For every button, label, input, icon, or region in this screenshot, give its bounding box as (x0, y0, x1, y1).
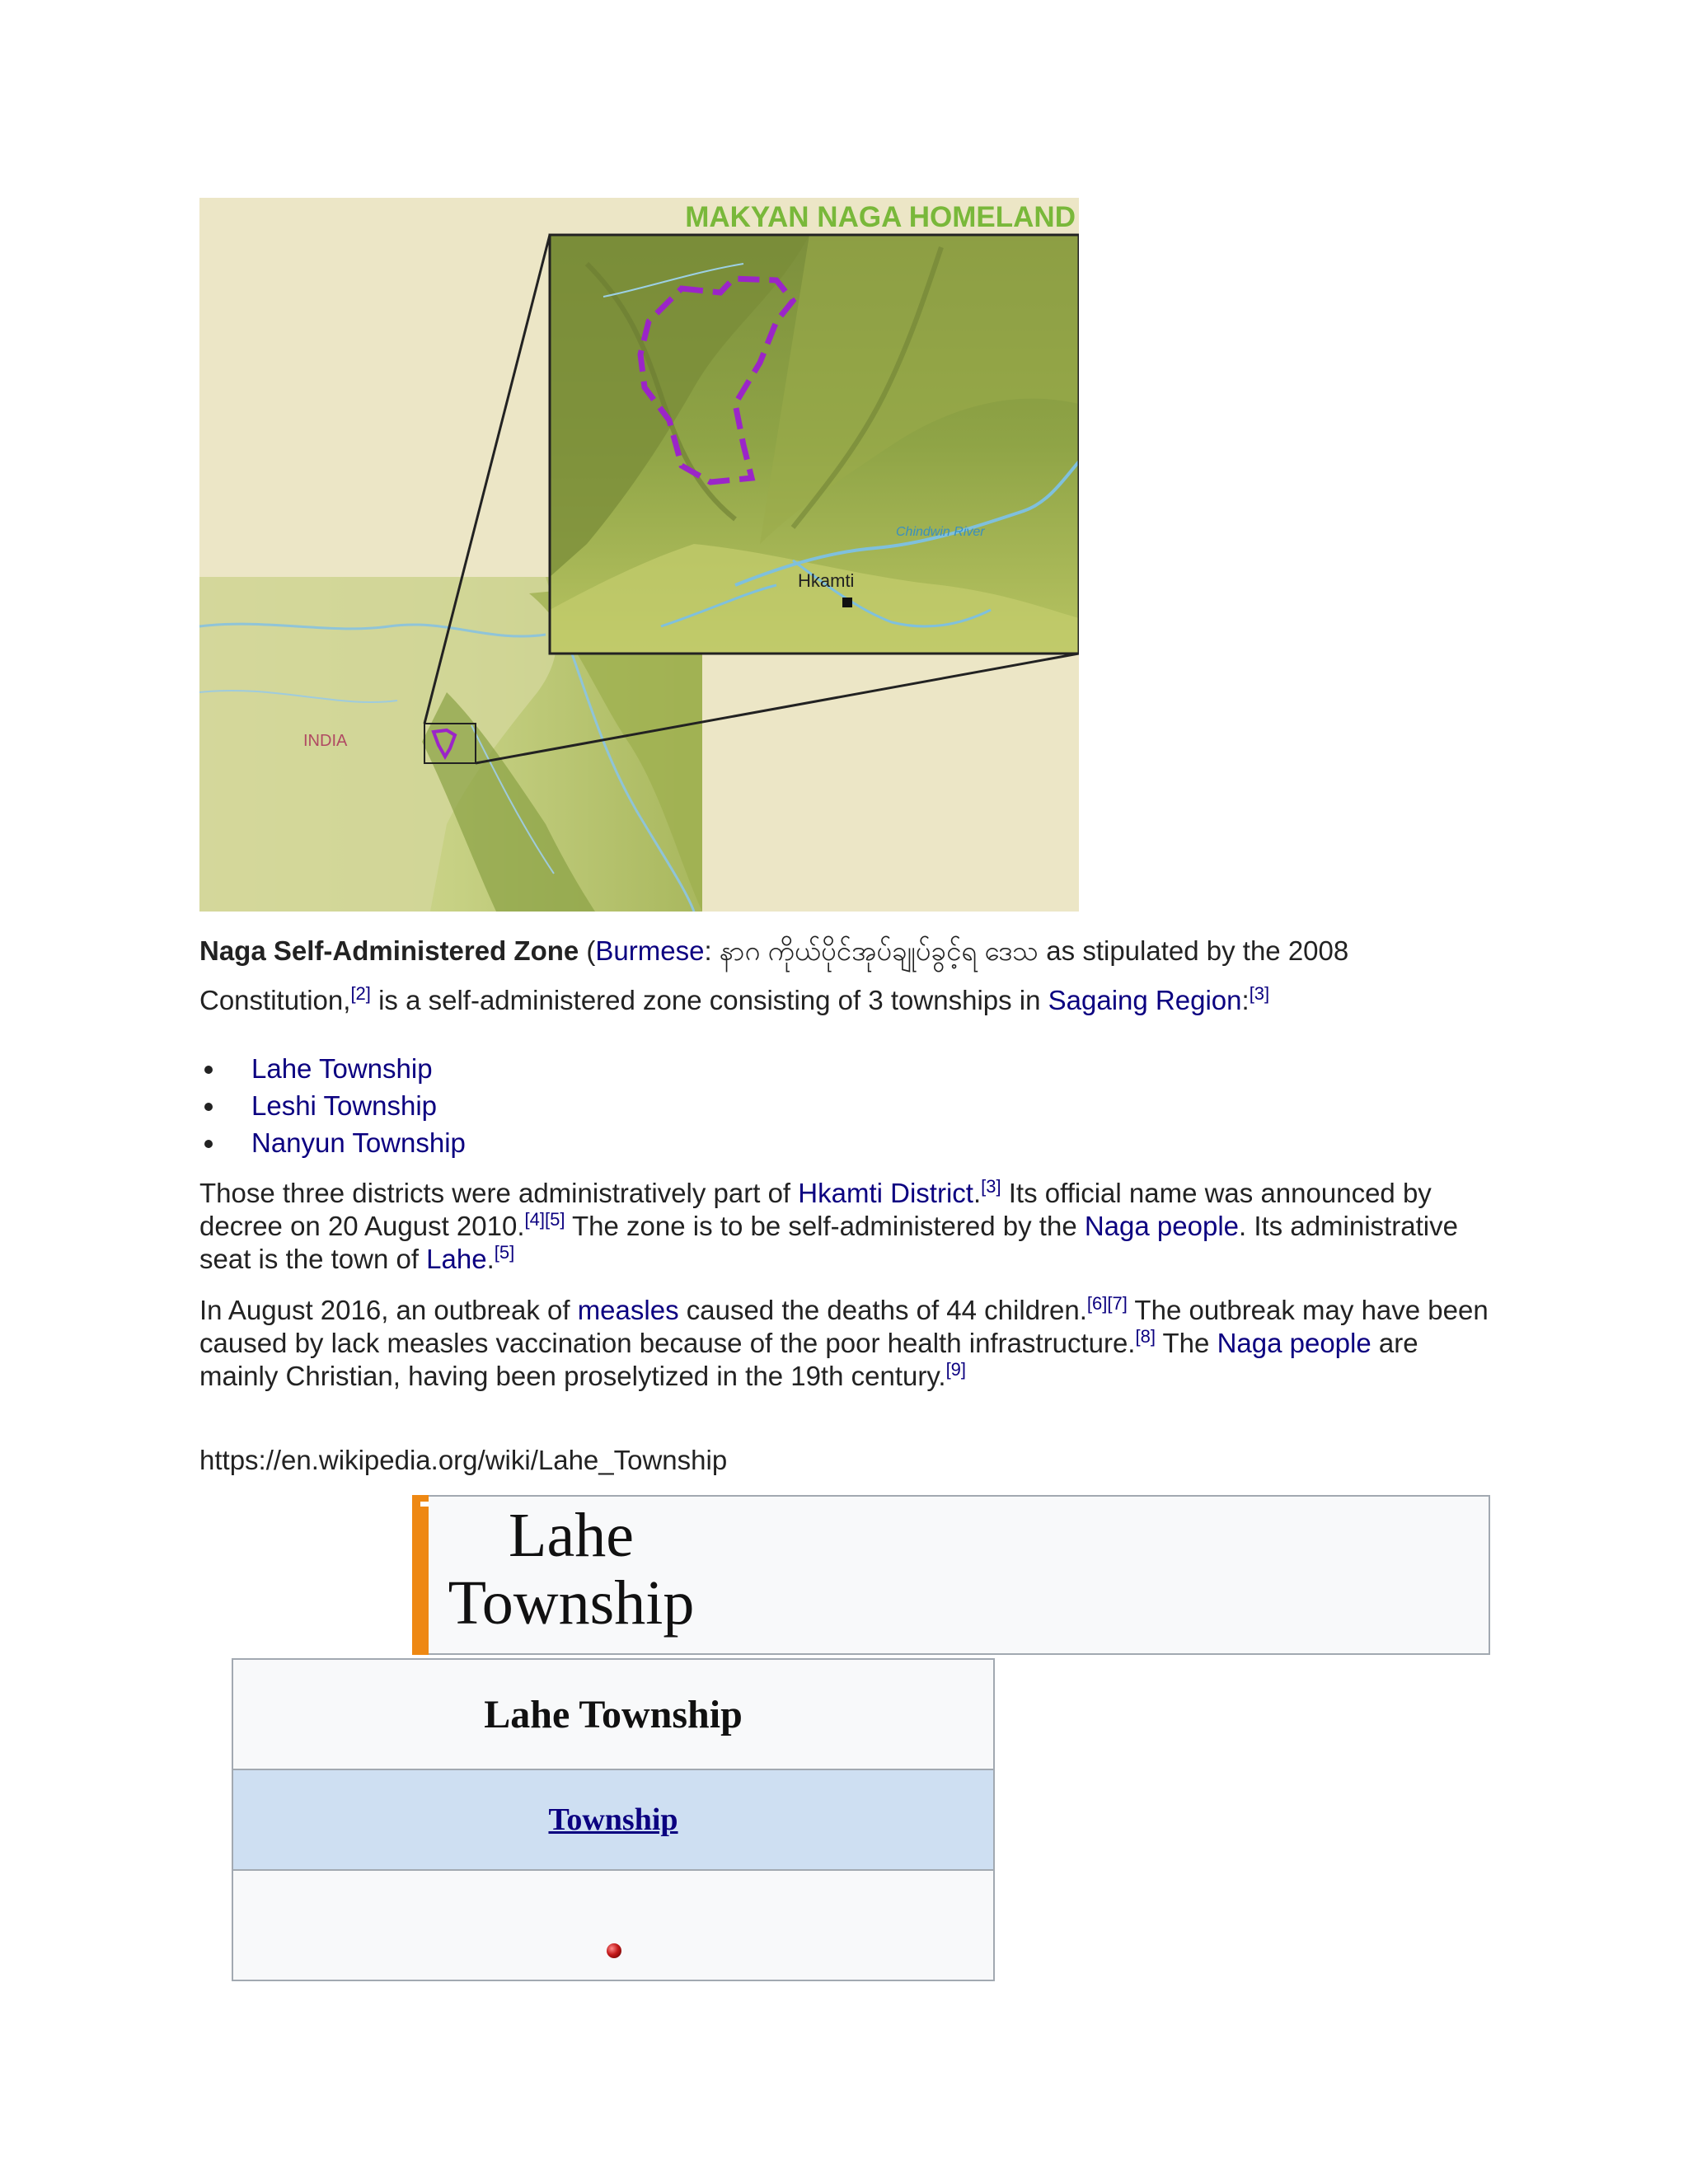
citation-5[interactable]: [5] (494, 1242, 515, 1263)
makyan-naga-homeland-map (199, 198, 1079, 912)
infobox (232, 1658, 995, 1981)
map-river-label: Chindwin River (896, 525, 985, 539)
page-title-line-2: Township (448, 1568, 695, 1638)
hkamti-district-link[interactable]: Hkamti District (798, 1178, 973, 1208)
citation-2[interactable]: [2] (350, 983, 371, 1004)
citation-8[interactable]: [8] (1135, 1326, 1156, 1347)
intro-text-3: : (1241, 985, 1250, 1015)
burmese-link[interactable]: Burmese (595, 935, 705, 966)
infobox-location-map (233, 1871, 993, 1981)
lahe-link[interactable]: Lahe (426, 1244, 487, 1274)
bullet-icon (204, 1066, 213, 1074)
location-dot-icon (607, 1943, 621, 1958)
title-accent-tick (420, 1502, 429, 1507)
list-item (199, 1124, 466, 1161)
outbreak-text-1: In August 2016, an outbreak of (199, 1295, 578, 1325)
citation-5[interactable]: [5] (544, 1209, 565, 1230)
districts-text-3: Its official name was announced by decree on 20 August 2010. (199, 1178, 1432, 1241)
outbreak-text-2: caused the deaths of 44 children. (678, 1295, 1087, 1325)
list-item (199, 1087, 466, 1124)
leshi-township-link[interactable]: Leshi Township (251, 1090, 438, 1121)
districts-paragraph (199, 1177, 1502, 1276)
districts-text-2: . (973, 1178, 982, 1208)
districts-text-5: . Its administrative seat is the town of (199, 1211, 1458, 1274)
intro-text-1: as stipulated by the 2008 Constitution, (199, 935, 1349, 1015)
districts-text-6: . (486, 1244, 495, 1274)
outbreak-paragraph (199, 1294, 1502, 1393)
naga-people-link[interactable]: Naga people (1084, 1211, 1239, 1241)
naga-people-link[interactable]: Naga people (1217, 1328, 1372, 1358)
districts-text-4: The zone is to be self-administered by the (565, 1211, 1085, 1241)
infobox-type-row (233, 1770, 993, 1871)
citation-4[interactable]: [4] (524, 1209, 545, 1230)
intro-paragraph (199, 926, 1502, 1025)
citation-9[interactable]: [9] (945, 1359, 967, 1380)
township-list (199, 1050, 466, 1161)
title-accent-bar (412, 1495, 429, 1655)
citation-3[interactable]: [3] (1249, 983, 1270, 1004)
outbreak-text-5: are mainly Christian, having been proselytized in the 19th century. (199, 1328, 1418, 1391)
list-item (199, 1050, 466, 1087)
districts-text-1: Those three districts were administratively part of (199, 1178, 799, 1208)
intro-text-2: is a self-administered zone consisting of 3 townships in (370, 985, 1048, 1015)
bullet-icon (204, 1103, 213, 1111)
map-country-label: INDIA (303, 732, 348, 750)
citation-3[interactable]: [3] (981, 1176, 1001, 1197)
page-title-line-1: Lahe (509, 1501, 634, 1570)
burmese-name: : နာဂ ကိုယ်ပိုင်အုပ်ချုပ်ခွင့်ရ ဒေသ (704, 935, 1039, 966)
citation-6[interactable]: [6] (1086, 1293, 1108, 1314)
lahe-township-link[interactable]: Lahe Township (251, 1053, 433, 1084)
page-title (439, 1502, 703, 1637)
outbreak-text-3: The outbreak may have been caused by lack measles vaccination because of the poor health infrastructure. (199, 1295, 1489, 1358)
sagaing-region-link[interactable]: Sagaing Region (1048, 985, 1242, 1015)
nanyun-township-link[interactable]: Nanyun Township (251, 1127, 466, 1158)
infobox-title: Lahe Township (233, 1660, 993, 1770)
map-town-label: Hkamti (798, 570, 855, 591)
source-url: https://en.wikipedia.org/wiki/Lahe_Township (199, 1445, 728, 1475)
map-title: MAKYAN NAGA HOMELAND (685, 201, 1076, 233)
citation-7[interactable]: [7] (1107, 1293, 1128, 1314)
intro-open-paren: ( (579, 935, 596, 966)
bullet-icon (204, 1140, 213, 1148)
outbreak-text-4: The (1155, 1328, 1217, 1358)
measles-link[interactable]: measles (577, 1295, 679, 1325)
zone-name: Naga Self-Administered Zone (199, 935, 579, 966)
township-type-link[interactable]: Township (548, 1802, 678, 1837)
